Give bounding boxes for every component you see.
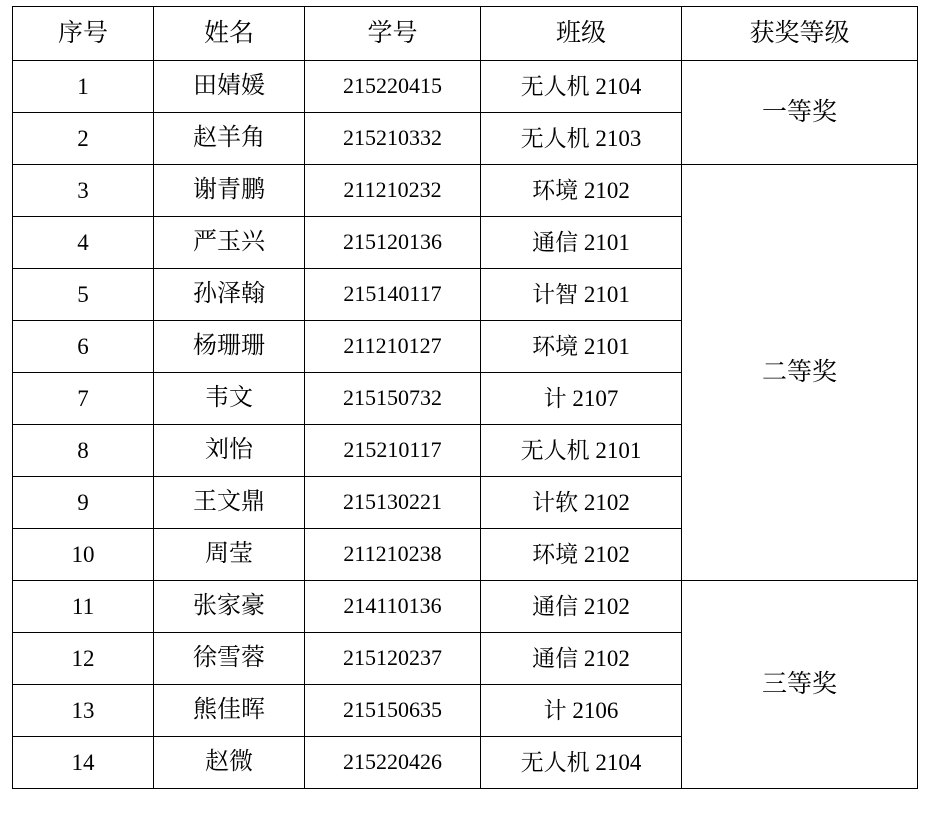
table-row	[13, 581, 918, 633]
cell-sid: 215140117	[305, 269, 481, 321]
cell-seq: 13	[13, 685, 154, 737]
cell-sid: 215120136	[305, 217, 481, 269]
cell-name: 徐雪蓉	[154, 633, 305, 685]
cell-class: 环境 2102	[481, 165, 682, 217]
column-header-seq: 序号	[13, 7, 154, 61]
cell-seq: 10	[13, 529, 154, 581]
cell-name: 韦文	[154, 373, 305, 425]
cell-award-level: 一等奖	[682, 61, 918, 165]
cell-seq: 6	[13, 321, 154, 373]
cell-name: 赵羊角	[154, 113, 305, 165]
cell-sid: 215120237	[305, 633, 481, 685]
cell-seq: 14	[13, 737, 154, 789]
cell-name: 刘怡	[154, 425, 305, 477]
cell-class: 计 2106	[481, 685, 682, 737]
cell-name: 田婧媛	[154, 61, 305, 113]
cell-class: 通信 2101	[481, 217, 682, 269]
cell-sid: 215150732	[305, 373, 481, 425]
cell-name: 张家豪	[154, 581, 305, 633]
cell-sid: 215220415	[305, 61, 481, 113]
cell-seq: 12	[13, 633, 154, 685]
cell-class: 计智 2101	[481, 269, 682, 321]
cell-sid: 215210332	[305, 113, 481, 165]
cell-name: 周莹	[154, 529, 305, 581]
table-row	[13, 165, 918, 217]
cell-class: 无人机 2104	[481, 737, 682, 789]
cell-sid: 211210232	[305, 165, 481, 217]
cell-sid: 211210238	[305, 529, 481, 581]
column-header-level: 获奖等级	[682, 7, 918, 61]
cell-class: 无人机 2101	[481, 425, 682, 477]
cell-sid: 215150635	[305, 685, 481, 737]
cell-seq: 2	[13, 113, 154, 165]
table-header-row	[13, 7, 918, 61]
cell-seq: 9	[13, 477, 154, 529]
cell-name: 赵微	[154, 737, 305, 789]
cell-class: 无人机 2104	[481, 61, 682, 113]
cell-name: 谢青鹏	[154, 165, 305, 217]
cell-seq: 7	[13, 373, 154, 425]
cell-award-level: 三等奖	[682, 581, 918, 789]
cell-seq: 8	[13, 425, 154, 477]
cell-sid: 215130221	[305, 477, 481, 529]
table-row	[13, 61, 918, 113]
cell-name: 熊佳晖	[154, 685, 305, 737]
table-header	[13, 7, 918, 61]
cell-sid: 215220426	[305, 737, 481, 789]
cell-name: 孙泽翰	[154, 269, 305, 321]
cell-seq: 3	[13, 165, 154, 217]
cell-class: 环境 2101	[481, 321, 682, 373]
cell-seq: 1	[13, 61, 154, 113]
cell-sid: 215210117	[305, 425, 481, 477]
cell-name: 杨珊珊	[154, 321, 305, 373]
column-header-sid: 学号	[305, 7, 481, 61]
cell-class: 通信 2102	[481, 633, 682, 685]
cell-seq: 4	[13, 217, 154, 269]
column-header-name: 姓名	[154, 7, 305, 61]
cell-name: 严玉兴	[154, 217, 305, 269]
cell-class: 环境 2102	[481, 529, 682, 581]
cell-name: 王文鼎	[154, 477, 305, 529]
cell-sid: 211210127	[305, 321, 481, 373]
cell-class: 计 2107	[481, 373, 682, 425]
cell-seq: 5	[13, 269, 154, 321]
table-body	[13, 61, 918, 789]
cell-sid: 214110136	[305, 581, 481, 633]
cell-class: 无人机 2103	[481, 113, 682, 165]
cell-award-level: 二等奖	[682, 165, 918, 581]
cell-class: 通信 2102	[481, 581, 682, 633]
cell-seq: 11	[13, 581, 154, 633]
cell-class: 计软 2102	[481, 477, 682, 529]
award-table	[12, 6, 918, 789]
column-header-class: 班级	[481, 7, 682, 61]
